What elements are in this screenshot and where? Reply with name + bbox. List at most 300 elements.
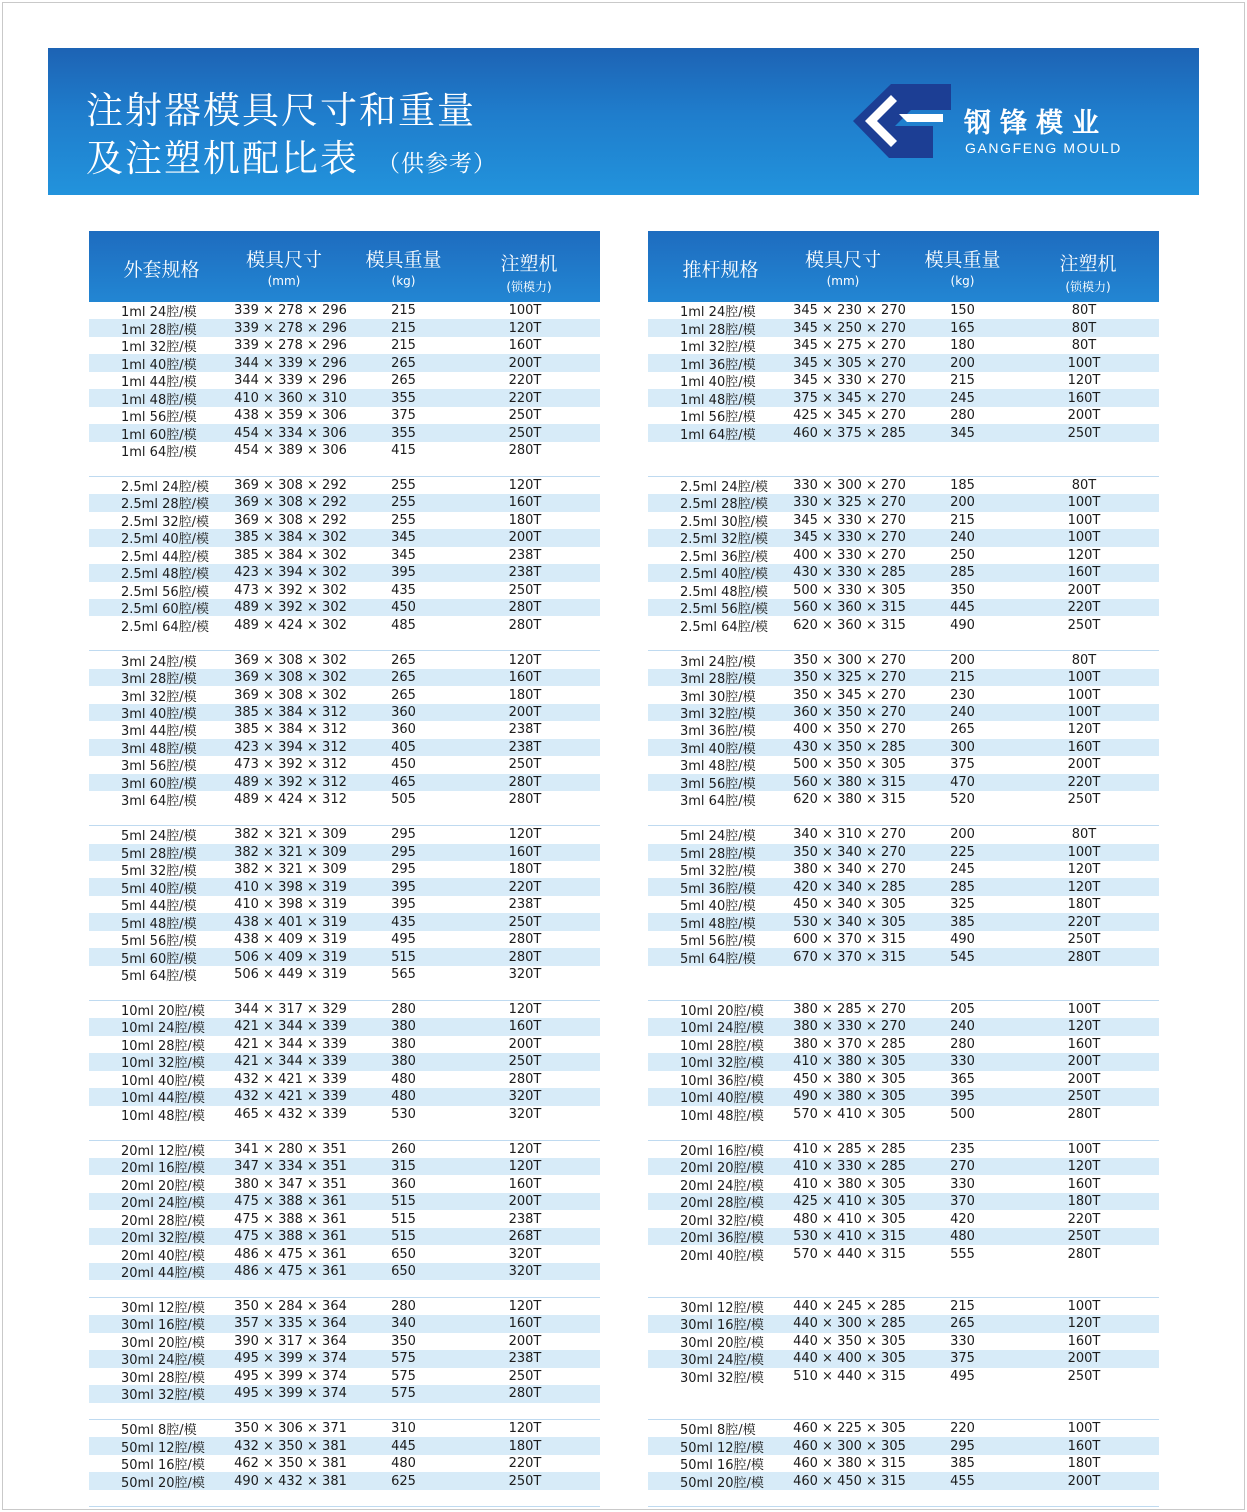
table-row xyxy=(648,1071,1159,1088)
weight-cell: 495 xyxy=(391,932,416,948)
spec-cell: 2.5ml 36腔/模 xyxy=(680,549,769,565)
machine-cell: 80T xyxy=(1071,652,1097,668)
table-row xyxy=(89,878,600,895)
table-row xyxy=(648,896,1159,913)
weight-cell: 245 xyxy=(950,390,975,406)
machine-cell: 100T xyxy=(1067,705,1101,721)
machine-cell: 250T xyxy=(508,757,542,773)
group-separator xyxy=(89,983,600,1000)
table-row xyxy=(89,424,600,441)
machine-cell: 180T xyxy=(508,1438,542,1454)
table-row xyxy=(89,896,600,913)
table-row xyxy=(89,547,600,564)
machine-cell: 280T xyxy=(1067,949,1101,965)
size-cell: 330 × 300 × 270 xyxy=(793,477,906,493)
table-row xyxy=(89,1298,600,1315)
spec-cell: 5ml 28腔/模 xyxy=(680,846,756,862)
size-cell: 489 × 424 × 302 xyxy=(234,617,347,633)
spec-cell: 5ml 56腔/模 xyxy=(121,934,197,950)
spec-cell: 50ml 20腔/模 xyxy=(680,1475,764,1491)
group-separator xyxy=(648,442,1159,459)
spec-cell: 3ml 28腔/模 xyxy=(121,672,197,688)
table-row xyxy=(89,1245,600,1262)
size-cell: 490 × 380 × 305 xyxy=(793,1089,906,1105)
machine-cell: 238T xyxy=(508,565,542,581)
machine-cell: 100T xyxy=(1067,355,1101,371)
spec-cell: 10ml 32腔/模 xyxy=(680,1056,764,1072)
table-row xyxy=(89,1333,600,1350)
col-header-size: 模具尺寸 (mm) xyxy=(245,249,322,288)
spec-cell: 3ml 48腔/模 xyxy=(121,741,197,757)
spec-cell: 20ml 16腔/模 xyxy=(680,1143,764,1159)
table-row xyxy=(648,424,1159,441)
size-cell: 339 × 278 × 296 xyxy=(234,303,347,319)
spec-cell: 10ml 28腔/模 xyxy=(680,1038,764,1054)
size-cell: 460 × 300 × 305 xyxy=(793,1438,906,1454)
spec-cell: 3ml 56腔/模 xyxy=(121,759,197,775)
table-row xyxy=(89,774,600,791)
machine-cell: 100T xyxy=(1067,512,1101,528)
weight-cell: 495 xyxy=(950,1368,975,1384)
table-row xyxy=(648,1368,1159,1385)
weight-cell: 445 xyxy=(950,600,975,616)
size-cell: 480 × 410 × 305 xyxy=(793,1211,906,1227)
weight-cell: 545 xyxy=(950,949,975,965)
spec-cell: 2.5ml 60腔/模 xyxy=(121,602,210,618)
weight-cell: 415 xyxy=(391,442,416,458)
weight-cell: 375 xyxy=(950,757,975,773)
table-row xyxy=(648,1141,1159,1158)
weight-cell: 395 xyxy=(391,565,416,581)
weight-cell: 205 xyxy=(950,1001,975,1017)
size-cell: 430 × 350 × 285 xyxy=(793,739,906,755)
machine-cell: 120T xyxy=(508,477,542,493)
table-row xyxy=(648,1333,1159,1350)
size-cell: 375 × 345 × 270 xyxy=(793,390,906,406)
col-header-machine: 注塑机 (锁模力) xyxy=(1059,253,1117,294)
weight-cell: 330 xyxy=(950,1333,975,1349)
weight-cell: 225 xyxy=(950,844,975,860)
spec-cell: 30ml 16腔/模 xyxy=(121,1318,205,1334)
table-row xyxy=(89,1228,600,1245)
size-cell: 506 × 409 × 319 xyxy=(234,949,347,965)
machine-cell: 120T xyxy=(508,1298,542,1314)
size-cell: 440 × 245 × 285 xyxy=(793,1298,906,1314)
machine-cell: 120T xyxy=(1067,1316,1101,1332)
size-cell: 460 × 225 × 305 xyxy=(793,1421,906,1437)
size-cell: 454 × 334 × 306 xyxy=(234,425,347,441)
table-row xyxy=(89,1315,600,1332)
machine-cell: 280T xyxy=(1067,1106,1101,1122)
weight-cell: 295 xyxy=(391,844,416,860)
spec-cell: 30ml 24腔/模 xyxy=(121,1353,205,1369)
size-cell: 350 × 306 × 371 xyxy=(234,1421,347,1437)
spec-cell: 20ml 40腔/模 xyxy=(680,1248,764,1264)
size-cell: 385 × 384 × 302 xyxy=(234,547,347,563)
spec-cell: 1ml 48腔/模 xyxy=(680,392,756,408)
weight-cell: 480 xyxy=(391,1456,416,1472)
table-row xyxy=(89,337,600,354)
size-cell: 410 × 380 × 305 xyxy=(793,1054,906,1070)
machine-cell: 200T xyxy=(508,1333,542,1349)
size-cell: 440 × 300 × 285 xyxy=(793,1316,906,1332)
machine-cell: 160T xyxy=(508,495,542,511)
machine-cell: 280T xyxy=(508,1071,542,1087)
size-cell: 600 × 370 × 315 xyxy=(793,932,906,948)
weight-cell: 200 xyxy=(950,495,975,511)
machine-cell: 100T xyxy=(508,303,542,319)
weight-cell: 265 xyxy=(391,670,416,686)
table-row xyxy=(648,564,1159,581)
weight-cell: 295 xyxy=(950,1438,975,1454)
weight-cell: 295 xyxy=(391,862,416,878)
size-cell: 350 × 345 × 270 xyxy=(793,687,906,703)
size-cell: 425 × 345 × 270 xyxy=(793,408,906,424)
machine-cell: 320T xyxy=(508,1264,542,1280)
size-cell: 460 × 375 × 285 xyxy=(793,425,906,441)
size-cell: 410 × 360 × 310 xyxy=(234,390,347,406)
table-row xyxy=(648,1350,1159,1367)
machine-cell: 220T xyxy=(508,390,542,406)
machine-cell: 100T xyxy=(1067,1141,1101,1157)
machine-cell: 220T xyxy=(1067,1211,1101,1227)
spec-cell: 20ml 20腔/模 xyxy=(680,1161,764,1177)
table-row xyxy=(89,1385,600,1402)
weight-cell: 485 xyxy=(391,617,416,633)
size-cell: 385 × 384 × 312 xyxy=(234,705,347,721)
size-cell: 423 × 394 × 312 xyxy=(234,739,347,755)
weight-cell: 515 xyxy=(391,1229,416,1245)
spec-cell: 1ml 64腔/模 xyxy=(680,427,756,443)
size-cell: 410 × 380 × 305 xyxy=(793,1176,906,1192)
spec-cell: 1ml 56腔/模 xyxy=(680,410,756,426)
spec-cell: 50ml 16腔/模 xyxy=(121,1458,205,1474)
machine-cell: 200T xyxy=(1067,582,1101,598)
size-cell: 440 × 400 × 305 xyxy=(793,1351,906,1367)
table-row xyxy=(89,1071,600,1088)
weight-cell: 530 xyxy=(391,1106,416,1122)
weight-cell: 500 xyxy=(950,1106,975,1122)
table-row xyxy=(89,1455,600,1472)
size-cell: 350 × 284 × 364 xyxy=(234,1298,347,1314)
table-row xyxy=(89,477,600,494)
weight-cell: 490 xyxy=(950,617,975,633)
machine-cell: 250T xyxy=(1067,1089,1101,1105)
machine-cell: 160T xyxy=(1067,390,1101,406)
machine-cell: 80T xyxy=(1071,303,1097,319)
table-row xyxy=(648,547,1159,564)
size-cell: 382 × 321 × 309 xyxy=(234,862,347,878)
weight-cell: 200 xyxy=(950,827,975,843)
weight-cell: 180 xyxy=(950,338,975,354)
table-row xyxy=(89,319,600,336)
size-cell: 432 × 421 × 339 xyxy=(234,1089,347,1105)
table-row xyxy=(89,861,600,878)
machine-cell: 220T xyxy=(1067,600,1101,616)
machine-cell: 180T xyxy=(508,512,542,528)
machine-cell: 238T xyxy=(508,547,542,563)
spec-cell: 30ml 32腔/模 xyxy=(121,1388,205,1404)
machine-cell: 268T xyxy=(508,1229,542,1245)
machine-cell: 100T xyxy=(1067,844,1101,860)
spec-cell: 20ml 44腔/模 xyxy=(121,1266,205,1282)
spec-cell: 5ml 40腔/模 xyxy=(680,899,756,915)
spec-cell: 2.5ml 32腔/模 xyxy=(121,514,210,530)
weight-cell: 345 xyxy=(950,425,975,441)
spec-cell: 1ml 40腔/模 xyxy=(121,357,197,373)
machine-cell: 250T xyxy=(1067,932,1101,948)
weight-cell: 165 xyxy=(950,320,975,336)
machine-cell: 80T xyxy=(1071,827,1097,843)
weight-cell: 395 xyxy=(391,897,416,913)
machine-cell: 100T xyxy=(1067,495,1101,511)
spec-cell: 1ml 28腔/模 xyxy=(680,322,756,338)
size-cell: 330 × 325 × 270 xyxy=(793,495,906,511)
col-header-spec: 推杆规格 xyxy=(682,259,759,281)
table-row xyxy=(89,913,600,930)
spec-cell: 20ml 24腔/模 xyxy=(121,1196,205,1212)
weight-cell: 355 xyxy=(391,390,416,406)
table-row xyxy=(89,616,600,633)
machine-cell: 250T xyxy=(508,914,542,930)
size-cell: 421 × 344 × 339 xyxy=(234,1019,347,1035)
spec-cell: 5ml 48腔/模 xyxy=(121,916,197,932)
machine-cell: 280T xyxy=(508,617,542,633)
machine-cell: 200T xyxy=(1067,1054,1101,1070)
size-cell: 489 × 424 × 312 xyxy=(234,792,347,808)
outer-sleeve-table xyxy=(89,231,600,1507)
size-cell: 454 × 389 × 306 xyxy=(234,442,347,458)
table-row xyxy=(89,1420,600,1437)
weight-cell: 445 xyxy=(391,1438,416,1454)
spec-cell: 30ml 28腔/模 xyxy=(121,1370,205,1386)
spec-cell: 50ml 12腔/模 xyxy=(121,1440,205,1456)
size-cell: 570 × 410 × 305 xyxy=(793,1106,906,1122)
weight-cell: 215 xyxy=(391,338,416,354)
machine-cell: 200T xyxy=(508,1036,542,1052)
weight-cell: 575 xyxy=(391,1351,416,1367)
spec-cell: 10ml 36腔/模 xyxy=(680,1073,764,1089)
machine-cell: 120T xyxy=(508,652,542,668)
size-cell: 380 × 347 × 351 xyxy=(234,1176,347,1192)
spec-cell: 2.5ml 48腔/模 xyxy=(121,567,210,583)
machine-cell: 280T xyxy=(508,442,542,458)
table-row xyxy=(89,1141,600,1158)
size-cell: 473 × 392 × 312 xyxy=(234,757,347,773)
size-cell: 450 × 380 × 305 xyxy=(793,1071,906,1087)
spec-cell: 30ml 12腔/模 xyxy=(121,1300,205,1316)
weight-cell: 380 xyxy=(391,1019,416,1035)
size-cell: 369 × 308 × 302 xyxy=(234,670,347,686)
size-cell: 345 × 330 × 270 xyxy=(793,373,906,389)
machine-cell: 180T xyxy=(1067,1456,1101,1472)
size-cell: 560 × 360 × 315 xyxy=(793,600,906,616)
table-row xyxy=(89,1106,600,1123)
weight-cell: 280 xyxy=(391,1298,416,1314)
table-row xyxy=(648,1315,1159,1332)
spec-cell: 1ml 36腔/模 xyxy=(680,357,756,373)
size-cell: 462 × 350 × 381 xyxy=(234,1456,347,1472)
table-row xyxy=(89,389,600,406)
size-cell: 475 × 388 × 361 xyxy=(234,1211,347,1227)
size-cell: 341 × 280 × 351 xyxy=(234,1141,347,1157)
size-cell: 385 × 384 × 302 xyxy=(234,530,347,546)
group-separator xyxy=(89,634,600,651)
weight-cell: 515 xyxy=(391,1211,416,1227)
spec-cell: 2.5ml 28腔/模 xyxy=(121,497,210,513)
table-row xyxy=(89,1158,600,1175)
table-row xyxy=(648,1472,1159,1489)
group-separator xyxy=(89,459,600,476)
group-separator xyxy=(89,1490,600,1507)
weight-cell: 220 xyxy=(950,1421,975,1437)
spec-cell: 2.5ml 24腔/模 xyxy=(121,479,210,495)
spec-cell: 50ml 12腔/模 xyxy=(680,1440,764,1456)
machine-cell: 120T xyxy=(1067,1019,1101,1035)
table-row xyxy=(648,704,1159,721)
table-row xyxy=(89,826,600,843)
machine-cell: 238T xyxy=(508,897,542,913)
spec-cell: 30ml 20腔/模 xyxy=(121,1335,205,1351)
reference-note: （供参考） xyxy=(377,151,497,177)
weight-cell: 575 xyxy=(391,1368,416,1384)
table-row xyxy=(89,1472,600,1489)
table-row xyxy=(648,1455,1159,1472)
spec-cell: 1ml 64腔/模 xyxy=(121,444,197,460)
spec-cell: 5ml 24腔/模 xyxy=(680,829,756,845)
size-cell: 465 × 432 × 339 xyxy=(234,1106,347,1122)
size-cell: 421 × 344 × 339 xyxy=(234,1036,347,1052)
spec-cell: 20ml 20腔/模 xyxy=(121,1178,205,1194)
spec-cell: 3ml 60腔/模 xyxy=(121,776,197,792)
weight-cell: 310 xyxy=(391,1421,416,1437)
spec-cell: 30ml 16腔/模 xyxy=(680,1318,764,1334)
size-cell: 380 × 370 × 285 xyxy=(793,1036,906,1052)
spec-cell: 2.5ml 40腔/模 xyxy=(121,532,210,548)
weight-cell: 340 xyxy=(391,1316,416,1332)
spec-cell: 2.5ml 28腔/模 xyxy=(680,497,769,513)
table-row xyxy=(89,1368,600,1385)
spec-cell: 50ml 16腔/模 xyxy=(680,1458,764,1474)
size-cell: 438 × 401 × 319 xyxy=(234,914,347,930)
table-row xyxy=(89,1036,600,1053)
machine-cell: 250T xyxy=(1067,425,1101,441)
size-cell: 369 × 308 × 292 xyxy=(234,477,347,493)
page-title-line2 xyxy=(86,128,497,182)
size-cell: 345 × 330 × 270 xyxy=(793,530,906,546)
weight-cell: 270 xyxy=(950,1159,975,1175)
table-row xyxy=(648,791,1159,808)
table-row xyxy=(648,1106,1159,1123)
machine-cell: 250T xyxy=(508,1473,542,1489)
weight-cell: 405 xyxy=(391,739,416,755)
weight-cell: 265 xyxy=(391,687,416,703)
weight-cell: 385 xyxy=(950,914,975,930)
size-cell: 489 × 392 × 312 xyxy=(234,774,347,790)
weight-cell: 315 xyxy=(391,1159,416,1175)
weight-cell: 455 xyxy=(950,1473,975,1489)
spec-cell: 2.5ml 64腔/模 xyxy=(121,619,210,635)
machine-cell: 120T xyxy=(508,827,542,843)
spec-cell: 3ml 32腔/模 xyxy=(680,707,756,723)
spec-cell: 30ml 24腔/模 xyxy=(680,1353,764,1369)
machine-cell: 250T xyxy=(508,1368,542,1384)
group-separator xyxy=(648,634,1159,651)
spec-cell: 3ml 28腔/模 xyxy=(680,672,756,688)
spec-cell: 3ml 40腔/模 xyxy=(680,741,756,757)
weight-cell: 240 xyxy=(950,530,975,546)
table-header xyxy=(89,231,600,302)
machine-cell: 160T xyxy=(1067,1438,1101,1454)
machine-cell: 200T xyxy=(1067,1351,1101,1367)
spec-cell: 3ml 24腔/模 xyxy=(680,654,756,670)
spec-cell: 1ml 60腔/模 xyxy=(121,427,197,443)
machine-cell: 250T xyxy=(508,1054,542,1070)
table-row xyxy=(648,948,1159,965)
weight-cell: 450 xyxy=(391,600,416,616)
table-row xyxy=(648,931,1159,948)
size-cell: 380 × 340 × 270 xyxy=(793,862,906,878)
weight-cell: 265 xyxy=(950,1316,975,1332)
table-row xyxy=(648,756,1159,773)
size-cell: 410 × 398 × 319 xyxy=(234,897,347,913)
table-row xyxy=(89,931,600,948)
spec-cell: 5ml 64腔/模 xyxy=(121,969,197,985)
size-cell: 432 × 350 × 381 xyxy=(234,1438,347,1454)
machine-cell: 100T xyxy=(1067,687,1101,703)
spec-cell: 10ml 40腔/模 xyxy=(680,1091,764,1107)
size-cell: 357 × 335 × 364 xyxy=(234,1316,347,1332)
weight-cell: 480 xyxy=(391,1071,416,1087)
machine-cell: 120T xyxy=(508,1001,542,1017)
spec-cell: 10ml 44腔/模 xyxy=(121,1091,205,1107)
machine-cell: 200T xyxy=(1067,1071,1101,1087)
weight-cell: 505 xyxy=(391,792,416,808)
group-separator xyxy=(89,1123,600,1140)
weight-cell: 480 xyxy=(391,1089,416,1105)
plunger-table xyxy=(648,231,1159,1507)
size-cell: 345 × 230 × 270 xyxy=(793,303,906,319)
weight-cell: 280 xyxy=(950,1036,975,1052)
table-row xyxy=(89,354,600,371)
machine-cell: 220T xyxy=(1067,774,1101,790)
table-row xyxy=(89,407,600,424)
table-row xyxy=(89,582,600,599)
machine-cell: 120T xyxy=(508,320,542,336)
size-cell: 350 × 340 × 270 xyxy=(793,844,906,860)
weight-cell: 215 xyxy=(950,373,975,389)
machine-cell: 120T xyxy=(1067,547,1101,563)
machine-cell: 238T xyxy=(508,1351,542,1367)
table-row xyxy=(89,442,600,459)
spec-cell: 20ml 28腔/模 xyxy=(121,1213,205,1229)
weight-cell: 215 xyxy=(391,303,416,319)
size-cell: 620 × 380 × 315 xyxy=(793,792,906,808)
size-cell: 475 × 388 × 361 xyxy=(234,1194,347,1210)
spec-cell: 2.5ml 56腔/模 xyxy=(121,584,210,600)
size-cell: 530 × 340 × 305 xyxy=(793,914,906,930)
spec-cell: 2.5ml 32腔/模 xyxy=(680,532,769,548)
table-row xyxy=(648,669,1159,686)
size-cell: 344 × 317 × 329 xyxy=(234,1001,347,1017)
spec-cell: 1ml 44腔/模 xyxy=(121,375,197,391)
weight-cell: 235 xyxy=(950,1141,975,1157)
table-row xyxy=(89,302,600,319)
spec-cell: 2.5ml 64腔/模 xyxy=(680,619,769,635)
col-header-machine: 注塑机 (锁模力) xyxy=(500,253,558,294)
table-row xyxy=(89,739,600,756)
spec-cell: 2.5ml 48腔/模 xyxy=(680,584,769,600)
